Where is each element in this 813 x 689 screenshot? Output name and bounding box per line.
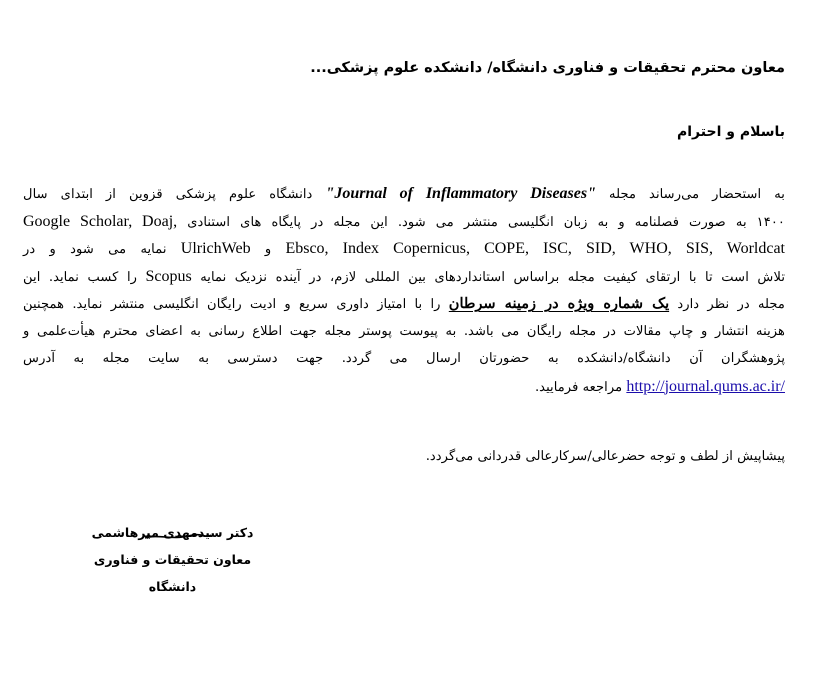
- body-text-segment: را با امتیاز داوری سریع و ادیت رایگان انگلیسی منتشر نماید. همچنین: [23, 297, 449, 312]
- index-ulrichweb: UlrichWeb: [180, 240, 251, 257]
- body-text-segment: نمایه می شود و در: [23, 242, 181, 257]
- body-text-segment: را کسب نماید. این: [23, 269, 146, 285]
- body-text-segment: به استحضار می‌رساند مجله: [595, 187, 785, 202]
- body-line-2: [23, 208, 785, 236]
- journal-name: "Journal of Inflammatory Diseases": [325, 185, 596, 202]
- signatory-name: دکتر سیدمهدی میرهاشمی: [91, 525, 254, 540]
- body-text-segment: مراجعه فرمایید.: [534, 379, 627, 395]
- body-line-4: [23, 263, 785, 291]
- body-text-segment: ۱۴۰۰ به صورت فصلنامه و به زبان انگلیسی منتشر می شود. این مجله در پایگاه های استنادی: [177, 214, 786, 230]
- body-text-segment: تلاش است تا با ارتقای کیفیت مجله براساس استانداردهای بین المللی لازم، در آینده نزدیک نمایه: [191, 269, 786, 285]
- signatory-title: معاون تحقیقات و فناوری دانشگاه: [93, 552, 252, 594]
- body-line-1: [23, 180, 785, 208]
- special-issue: یک شماره ویژه در زمینه سرطان: [448, 295, 670, 312]
- index-list-b: Ebsco, Index Copernicus, COPE, ISC, SID, WHO, SIS, Worldcat: [285, 240, 785, 257]
- body-text-segment: دانشگاه علوم پزشکی قزوین از ابتدای سال: [23, 187, 326, 202]
- handwritten-signature-stroke: [143, 533, 213, 541]
- index-list-a: Google Scholar, Doaj,: [23, 212, 178, 230]
- signature-block: [75, 519, 270, 600]
- letter-heading: معاون محترم تحقیقات و فناوری دانشگاه/ دانشکده علوم پزشکی...: [310, 60, 785, 76]
- signatory-name-line: [75, 519, 270, 546]
- body-text-segment: مجله در نظر دارد: [669, 297, 785, 312]
- body-line-8: [23, 373, 785, 401]
- body-line-3: [23, 235, 785, 263]
- body-line-6: هزینه انتشار و چاپ مقالات در مجله رایگان می باشد. به پیوست پوستر مجله جهت اطلاع رسانی به اعضای محترم هیأت‌علمی و: [23, 323, 785, 339]
- body-line-7: پژوهشگران آن دانشگاه/دانشکده به حضورتان ارسال می گردد. جهت دسترسی به سایت مجله به آدرس: [23, 351, 785, 366]
- body-line-5: [23, 290, 785, 318]
- letter-body: [23, 180, 785, 400]
- letter-greeting: باسلام و احترام: [677, 124, 785, 140]
- index-scopus: Scopus: [145, 267, 192, 285]
- journal-url-link[interactable]: http://journal.qums.ac.ir/: [626, 377, 785, 395]
- letter-closing: پیشاپیش از لطف و توجه حضرعالی/سرکارعالی قدردانی می‌گردد.: [425, 449, 785, 464]
- body-text-segment: و: [250, 242, 286, 257]
